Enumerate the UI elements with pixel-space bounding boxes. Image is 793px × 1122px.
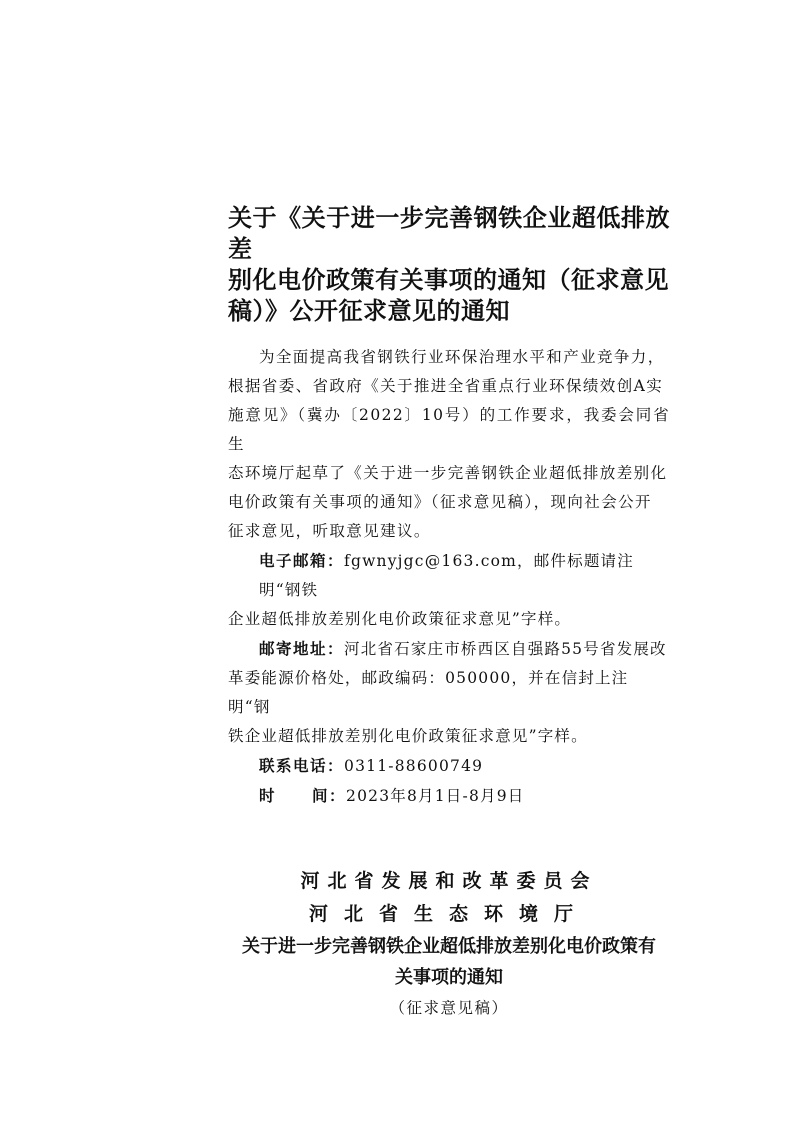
title-line-2: 别化电价政策有关事项的通知（征求意见 xyxy=(228,265,669,294)
intro-line-3: 施意见》（冀办〔2022〕10号）的工作要求，我委会同省生 xyxy=(228,406,670,453)
intro-paragraph xyxy=(228,343,670,546)
time-field xyxy=(228,781,670,811)
intro-line-2: 根据省委、省政府《关于推进全省重点行业环保绩效创A实 xyxy=(228,377,664,395)
title-line-1: 关于《关于进一步完善钢铁企业超低排放差 xyxy=(228,203,670,263)
mail-address-label: 邮寄地址： xyxy=(259,639,345,658)
email-field xyxy=(228,546,670,634)
mail-address-line-3: 铁企业超低排放差别化电价政策征求意见”字样。 xyxy=(228,727,588,745)
intro-line-1: 为全面提高我省钢铁行业环保治理水平和产业竞争力， xyxy=(259,348,665,366)
intro-line-6: 征求意见，听取意见建议。 xyxy=(228,522,431,540)
attachment-title-line-2: 关事项的通知 xyxy=(395,967,503,988)
attachment-title-line-1: 关于进一步完善钢铁企业超低排放差别化电价政策有 xyxy=(242,936,656,957)
intro-line-4: 态环境厅起草了《关于进一步完善钢铁企业超低排放差别化 xyxy=(228,464,668,482)
time-label: 时 间： xyxy=(259,786,347,805)
mail-address-field xyxy=(228,634,670,751)
title-line-3: 稿）》公开征求意见的通知 xyxy=(228,296,510,325)
draft-note: （征求意见稿） xyxy=(389,999,509,1017)
intro-line-5: 电价政策有关事项的通知》（征求意见稿），现向社会公开 xyxy=(228,493,652,511)
org-development-reform-commission: 河北省发展和改革委员会 xyxy=(300,870,598,892)
page-title xyxy=(228,202,670,326)
phone-value: 0311-88600749 xyxy=(344,757,484,775)
mail-address-line-1: 河北省石家庄市桥西区自强路55号省发展改 xyxy=(344,640,667,658)
org-ecology-environment-department: 河北省生态环境厅 xyxy=(308,903,589,925)
email-value[interactable]: fgwnyjgc@163.com，邮件标题请注明“钢铁 xyxy=(259,552,634,599)
mail-address-line-2: 革委能源价格处，邮政编码：050000，并在信封上注明“钢 xyxy=(228,669,629,716)
attachment-title xyxy=(228,931,670,993)
document-body xyxy=(228,202,670,1023)
time-value: 2023年8月1日-8月9日 xyxy=(346,787,525,805)
attachment-block xyxy=(228,865,670,1023)
phone-field xyxy=(228,751,670,781)
phone-label: 联系电话： xyxy=(259,756,345,775)
email-line-2: 企业超低排放差别化电价政策征求意见”字样。 xyxy=(228,610,572,628)
email-label: 电子邮箱： xyxy=(259,551,345,570)
